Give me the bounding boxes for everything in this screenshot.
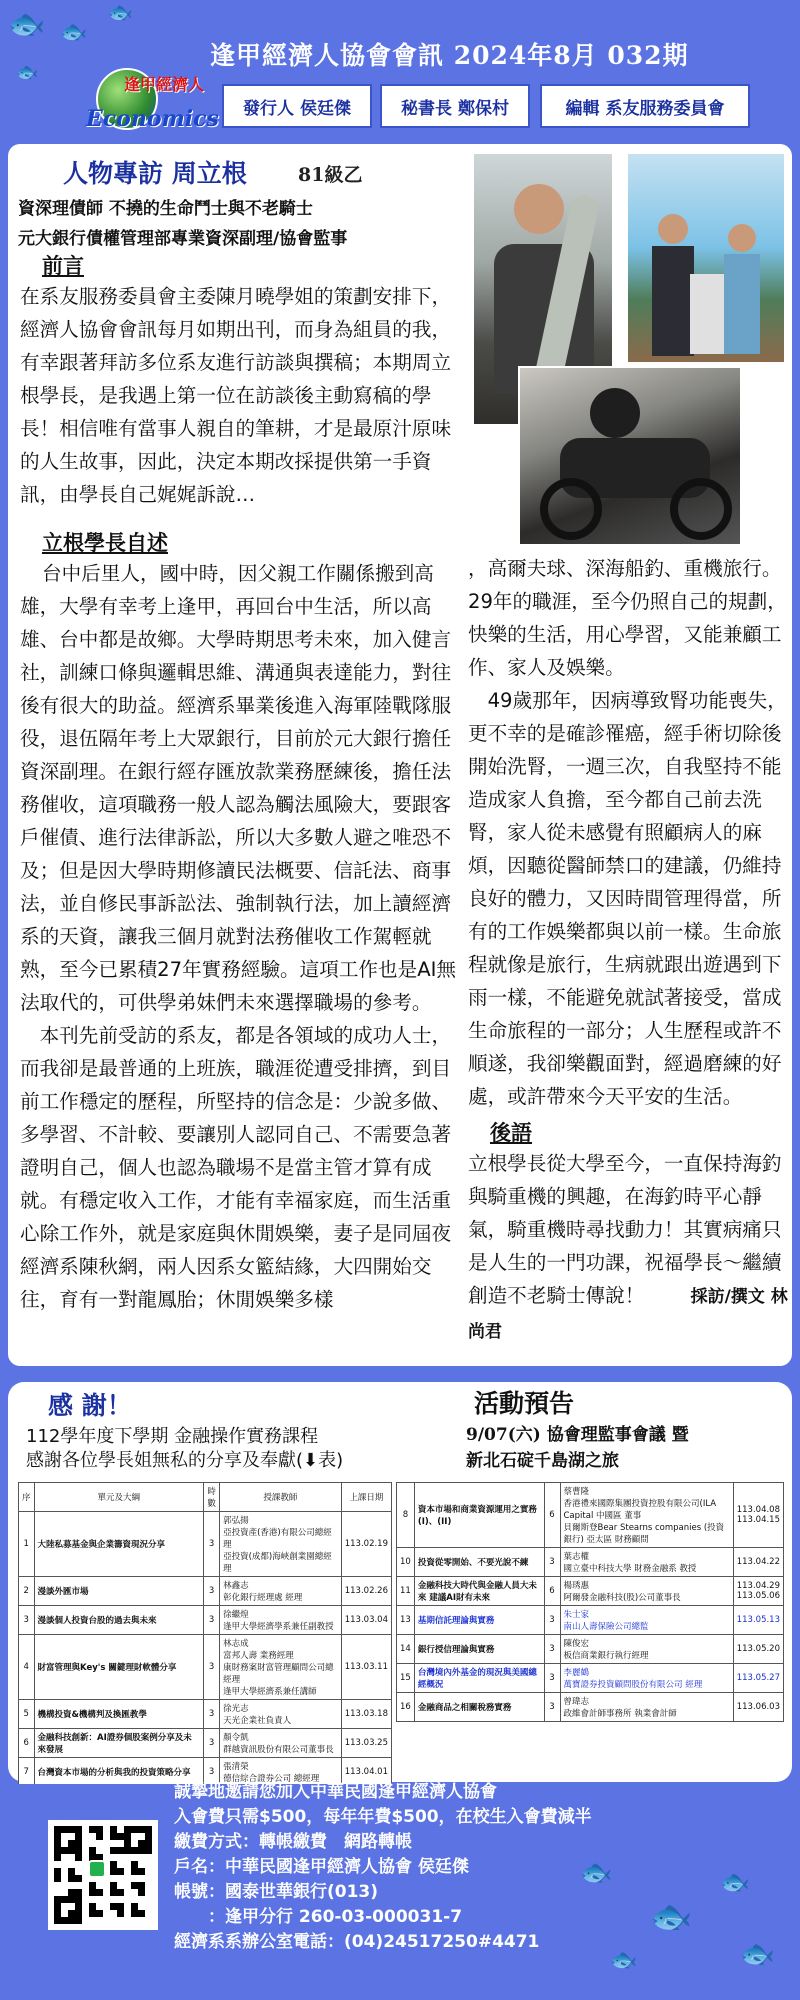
logo-text-en: Economics bbox=[86, 106, 219, 132]
table-row bbox=[19, 1606, 392, 1635]
row-topic: 金融商品之相關稅務實務 bbox=[414, 1693, 544, 1722]
row-hours: 3 bbox=[544, 1635, 560, 1664]
thanks-event-panel bbox=[8, 1382, 792, 1782]
line-app-icon bbox=[88, 1860, 106, 1878]
fee-text: 入會費只需$500，每年年費$500，在校生入會費減半 bbox=[174, 1807, 592, 1827]
row-date: 113.04.29 113.05.06 bbox=[733, 1577, 783, 1606]
fish-decoration: 🐟 bbox=[580, 1858, 613, 1888]
table-row bbox=[19, 1635, 392, 1700]
row-hours: 6 bbox=[544, 1483, 560, 1548]
table-row bbox=[19, 1700, 392, 1729]
row-date: 113.02.26 bbox=[341, 1577, 391, 1606]
row-hours: 6 bbox=[544, 1577, 560, 1606]
thanks-line-1: 112學年度下學期 金融操作實務課程 bbox=[26, 1426, 319, 1447]
fish-decoration: 🐟 bbox=[108, 0, 133, 24]
preface-section bbox=[20, 250, 468, 511]
row-date: 113.06.03 bbox=[733, 1693, 783, 1722]
row-number: 5 bbox=[19, 1700, 35, 1729]
table-row bbox=[397, 1548, 784, 1577]
row-number: 14 bbox=[397, 1635, 415, 1664]
photo-motorcycle bbox=[518, 366, 742, 546]
row-topic: 銀行授信理論與實務 bbox=[414, 1635, 544, 1664]
row-hours: 3 bbox=[204, 1512, 220, 1577]
interview-title: 人物專訪 周立根 bbox=[63, 159, 247, 188]
row-topic: 漫談個人投資台股的過去與未來 bbox=[34, 1606, 204, 1635]
row-number: 6 bbox=[19, 1729, 35, 1758]
table-row bbox=[19, 1729, 392, 1758]
row-topic: 基期信託理論與實務 bbox=[414, 1606, 544, 1635]
row-teacher: 張清榮 德信綜合證券公司 總經理 bbox=[220, 1758, 342, 1787]
row-teacher: 徐繼煌 逢甲大學經濟學系兼任副教授 bbox=[220, 1606, 342, 1635]
preface-heading: 前言 bbox=[42, 254, 84, 278]
invite-text: 誠摯地邀請您加入中華民國逢甲經濟人協會 bbox=[174, 1782, 497, 1802]
row-hours: 3 bbox=[204, 1758, 220, 1787]
row-number: 7 bbox=[19, 1758, 35, 1787]
self-story-heading: 立根學長自述 bbox=[42, 531, 168, 555]
row-number: 4 bbox=[19, 1635, 35, 1700]
row-topic: 金融科技創新：AI證券個股案例分享及未來發展 bbox=[34, 1729, 204, 1758]
row-number: 10 bbox=[397, 1548, 415, 1577]
row-teacher: 楊琇惠 阿爾發金融科技(股)公司董事長 bbox=[560, 1577, 733, 1606]
header-date: 上課日期 bbox=[341, 1483, 391, 1512]
row-number: 8 bbox=[397, 1483, 415, 1548]
row-date: 113.05.20 bbox=[733, 1635, 783, 1664]
row-hours: 3 bbox=[204, 1635, 220, 1700]
account-bank: 帳號：國泰世華銀行(013) bbox=[174, 1882, 379, 1902]
row-hours: 3 bbox=[544, 1548, 560, 1577]
fish-decoration: 🐟 bbox=[740, 1937, 775, 1970]
row-date: 113.05.27 bbox=[733, 1664, 783, 1693]
row-teacher: 朱士家 南山人壽保險公司總監 bbox=[560, 1606, 733, 1635]
table-row bbox=[397, 1606, 784, 1635]
row-teacher: 林鑫志 彰化銀行經理處 經理 bbox=[220, 1577, 342, 1606]
secretary-label: 秘書長 鄭保村 bbox=[380, 84, 530, 128]
row-hours: 3 bbox=[544, 1606, 560, 1635]
row-hours: 3 bbox=[204, 1577, 220, 1606]
header-teacher: 授課教師 bbox=[220, 1483, 342, 1512]
table-row bbox=[397, 1577, 784, 1606]
row-topic: 金融科技大時代與金融人員大未來 建議AI財有未來 bbox=[414, 1577, 544, 1606]
row-teacher: 蔡曹隆 香港禮來國際集團投資控股有限公司(ILA Capital 中國區 董事 貝爾斯登Bear Stearns companies (投資銀行) 亞太區 財務顧問 bbox=[560, 1483, 733, 1548]
row-hours: 3 bbox=[204, 1606, 220, 1635]
row-date: 113.05.13 bbox=[733, 1606, 783, 1635]
logo-text-cn: 逢甲經濟人 bbox=[124, 75, 205, 94]
epilogue-body: 立根學長從大學至今，一直保持海釣與騎重機的興趣，在海釣時平心靜氣，騎重機時尋找動力！其實病痛只是人生的一門功課，祝福學長～繼續創造不老騎士傳說！ bbox=[468, 1152, 782, 1307]
row-teacher: 葉志權 國立臺中科技大學 財務金融系 教授 bbox=[560, 1548, 733, 1577]
row-number: 11 bbox=[397, 1577, 415, 1606]
row-teacher: 李麗鶴 萬寶證券投資顧問股份有限公司 經理 bbox=[560, 1664, 733, 1693]
row-date: 113.04.22 bbox=[733, 1548, 783, 1577]
table-row bbox=[397, 1635, 784, 1664]
editor-label: 編輯 系友服務委員會 bbox=[540, 84, 750, 128]
publisher-label: 發行人 侯廷傑 bbox=[222, 84, 372, 128]
payment-text: 繳費方式：轉帳繳費 網路轉帳 bbox=[174, 1832, 412, 1852]
preface-text: 在系友服務委員會主委陳月曉學姐的策劃安排下，經濟人協會會訊每月如期出刊，而身為組員的我，有幸跟著拜訪多位系友進行訪談與撰稿；本期周立根學長，是我遇上第一位在訪談後主動寫稿的學長！相信唯有當事人親自的筆耕，才是最原汁原味的人生故事，因此，決定本期改採提供第一手資訊，由學長自己娓娓訴說… bbox=[20, 285, 452, 506]
row-number: 16 bbox=[397, 1693, 415, 1722]
row-number: 13 bbox=[397, 1606, 415, 1635]
row-number: 3 bbox=[19, 1606, 35, 1635]
table-row bbox=[397, 1483, 784, 1548]
table-row bbox=[397, 1693, 784, 1722]
fish-decoration: 🐟 bbox=[8, 7, 46, 42]
table-row bbox=[19, 1577, 392, 1606]
row-date: 113.04.01 bbox=[341, 1758, 391, 1787]
self-story-left bbox=[20, 527, 468, 1316]
row-number: 15 bbox=[397, 1664, 415, 1693]
account-name: 戶名：中華民國逢甲經濟人協會 侯廷傑 bbox=[174, 1857, 469, 1877]
row-topic: 機構投資&機構判及換匯教學 bbox=[34, 1700, 204, 1729]
row-topic: 財富管理與Key's 關鍵理財軟體分享 bbox=[34, 1635, 204, 1700]
header-no: 序 bbox=[19, 1483, 35, 1512]
fish-decoration: 🐟 bbox=[610, 1948, 638, 1973]
course-table-right bbox=[396, 1482, 784, 1722]
header-hours: 時數 bbox=[204, 1483, 220, 1512]
photo-family bbox=[626, 152, 786, 364]
row-teacher: 林志成 富邦人壽 業務經理 康財務案財富管理顧問公司總經理 逢甲大學經濟系兼任講師 bbox=[220, 1635, 342, 1700]
event-line-1: 9/07(六) 協會理監事會議 暨 bbox=[466, 1425, 689, 1445]
interview-panel bbox=[8, 144, 792, 1366]
row-topic: 漫談外匯市場 bbox=[34, 1577, 204, 1606]
qr-code[interactable] bbox=[48, 1820, 158, 1930]
thanks-title: 感 謝！ bbox=[48, 1391, 132, 1420]
row-hours: 3 bbox=[544, 1693, 560, 1722]
row-date: 113.03.25 bbox=[341, 1729, 391, 1758]
row-teacher: 顏令凱 群越資訊股份有限公司董事長 bbox=[220, 1729, 342, 1758]
row-hours: 3 bbox=[544, 1664, 560, 1693]
interview-subtitle-2: 元大銀行債權管理部專業資深副理/協會監事 bbox=[18, 229, 348, 249]
row-teacher: 徐光志 天光企業社負責人 bbox=[220, 1700, 342, 1729]
row-teacher: 陳俊宏 板信商業銀行執行經理 bbox=[560, 1635, 733, 1664]
newsletter-title: 逢甲經濟人協會會訊 2024年8月 032期 bbox=[210, 41, 689, 70]
row-number: 1 bbox=[19, 1512, 35, 1577]
course-table-left bbox=[18, 1482, 392, 1787]
row-date: 113.03.18 bbox=[341, 1700, 391, 1729]
row-topic: 台灣資本市場的分析與我的投資策略分享 bbox=[34, 1758, 204, 1787]
table-header-row bbox=[19, 1483, 392, 1512]
epilogue-text bbox=[468, 1147, 790, 1349]
row-hours: 3 bbox=[204, 1729, 220, 1758]
thanks-line-2: 感謝各位學長姐無私的分享及奉獻(⬇表) bbox=[26, 1450, 344, 1471]
self-story-text-right: ，高爾夫球、深海船釣、重機旅行。29年的職涯，至今仍照自己的規劃，快樂的生活，用心學習，又能兼顧工作、家人及娛樂。 49歲那年，因病導致腎功能喪失，更不幸的是確診罹癌，經手術切除後開始洗腎，一週三次，自我堅持不能造成家人負擔，至今都自己前去洗腎，家人從未感覺有照顧病人的麻煩，因聽從醫師禁口的建議，仍維持良好的體力，又因時間管理得當，所有的工作娛樂都與以前一樣。生命旅程就像是旅行，生病就跟出遊遇到下雨一樣，不能避免就試著接受，當成生命旅程的一部分；人生歷程或許不順遂，我卻樂觀面對，經過磨練的好處，或許帶來今天平安的生活。 bbox=[468, 557, 787, 1108]
row-topic: 投資從零開始、不要光說不練 bbox=[414, 1548, 544, 1577]
header-topic: 單元及大綱 bbox=[34, 1483, 204, 1512]
economics-logo bbox=[86, 68, 219, 134]
row-hours: 3 bbox=[204, 1700, 220, 1729]
fish-decoration: 🐟 bbox=[650, 1897, 693, 1937]
byline: 採訪/撰文 林尚君 bbox=[468, 1287, 788, 1342]
row-date: 113.03.11 bbox=[341, 1635, 391, 1700]
membership-footer bbox=[174, 1780, 614, 1955]
row-number: 2 bbox=[19, 1577, 35, 1606]
row-teacher: 郭弘揚 亞投資產(香港)有限公司總經理 亞投資(成都)海峽創業園總經理 bbox=[220, 1512, 342, 1577]
row-topic: 台灣境內外基金的現況與美國總經概況 bbox=[414, 1664, 544, 1693]
row-date: 113.03.04 bbox=[341, 1606, 391, 1635]
fish-decoration: 🐟 bbox=[60, 20, 88, 45]
row-date: 113.04.08 113.04.15 bbox=[733, 1483, 783, 1548]
row-topic: 大陸私募基金與企業籌資現況分享 bbox=[34, 1512, 204, 1577]
interview-class: 81級乙 bbox=[298, 164, 363, 186]
row-teacher: 曾瑋志 政維會計師事務所 執業會計師 bbox=[560, 1693, 733, 1722]
event-line-2: 新北石碇千島湖之旅 bbox=[466, 1451, 619, 1471]
office-phone: 經濟系系辦公室電話：(04)24517250#4471 bbox=[174, 1932, 540, 1952]
interview-subtitle-1: 資深理債師 不撓的生命鬥士與不老騎士 bbox=[18, 199, 313, 219]
event-title: 活動預告 bbox=[474, 1389, 575, 1418]
row-topic: 資本市場和商業資源運用之實務(I)、(II) bbox=[414, 1483, 544, 1548]
table-row bbox=[19, 1512, 392, 1577]
self-story-text-left: 台中后里人，國中時，因父親工作關係搬到高雄，大學有幸考上逢甲，再回台中生活，所以高雄、台中都是故鄉。大學時期思考未來，加入健言社，訓練口條與邏輯思維、溝通與表達能力，對往後有很大的助益。經濟系畢業後進入海軍陸戰隊服役，退伍隔年考上大眾銀行，目前於元大銀行擔任資深副理。在銀行經存匯放款業務歷練後，擔任法務催收，這項職務一般人認為觸法風險大，要跟客戶催債、進行法律訴訟，所以大多數人避之唯恐不及；但是因大學時期修讀民法概要、信託法、商事法，並自修民事訴訟法、強制執行法，加上讀經濟系的天資，讓我三個月就對法務催收工作駕輕就熟，至今已累積27年實務經驗。這項工作也是AI無法取代的，可供學弟妹們未來選擇職場的參考。 本刊先前受訪的系友，都是各領域的成功人士，而我卻是最普通的上班族，職涯從遭受排擠，到目前工作穩定的歷程，所堅持的信念是：少說多做、多學習、不計較、要讓別人認同自己、不需要急著證明自己，個人也認為職場不是當主管才算有成就。有穩定收入工作，才能有幸福家庭，而生活重心除工作外，就是家庭與休閒娛樂，妻子是同屆夜經濟系陳秋網，兩人因系女籃結緣，大四開始交往，育有一對龍鳳胎；休閒娛樂多樣 bbox=[20, 562, 456, 1311]
fish-decoration: 🐟 bbox=[16, 62, 39, 83]
epilogue-heading: 後語 bbox=[490, 1121, 532, 1145]
account-branch: ：逢甲分行 260-03-000031-7 bbox=[174, 1907, 463, 1927]
self-story-right bbox=[468, 552, 790, 1349]
row-date: 113.02.19 bbox=[341, 1512, 391, 1577]
table-row bbox=[397, 1664, 784, 1693]
fish-decoration: 🐟 bbox=[720, 1868, 750, 1896]
